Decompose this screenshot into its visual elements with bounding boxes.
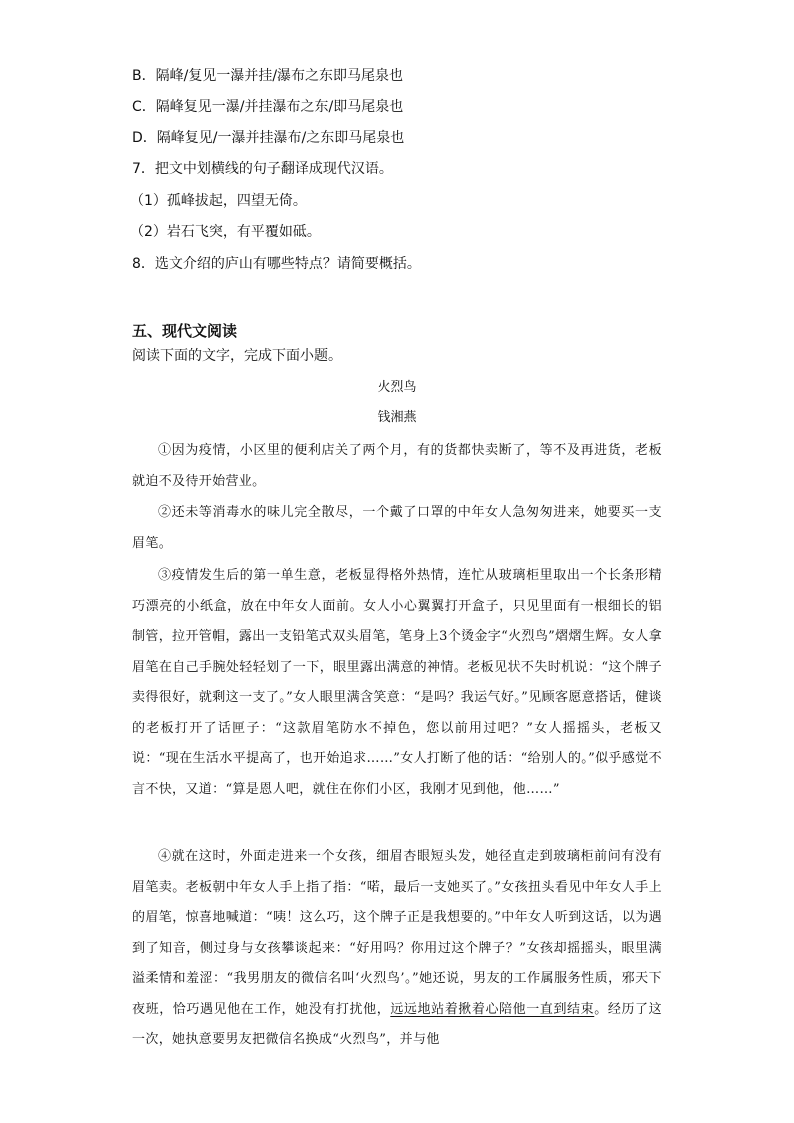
- story-paragraph-3: ③疫情发生后的第一单生意，老板显得格外热情，连忙从玻璃柜里取出一个长条形精巧漂亮的小纸盒，放在中年女人面前。女人小心翼翼打开盒子，只见里面有一根细长的铝制管，拉开管帽，露出一支铅笔式双头眉笔，笔身上3个烫金字“火烈鸟”熠熠生辉。女人拿眉笔在自己手腕处轻轻划了一下，眼里露出满意的神情。老板见状不失时机说：“这个牌子卖得很好，就剩这一支了。”女人眼里满含笑意：“是吗？我运气好。”见顾客愿意搭话，健谈的老板打开了话匣子：“这款眉笔防水不掉色，您以前用过吧？”女人摇摇头，老板又说：“现在生活水平提高了，也开始追求……”女人打断了他的话：“给别人的。”似乎感觉不言不快，又道：“算是恩人吧，就住在你们小区，我刚才见到他，他……”: [132, 568, 662, 797]
- story-paragraph-4-text: ④就在这时，外面走进来一个女孩，细眉杏眼短头发，她径直走到玻璃柜前问有没有眉笔卖。老板朝中年女人手上指了指：“喏，最后一支她买了。”女孩扭头看见中年女人手上的眉笔，惊喜地喊道：“咦！这么巧，这个牌子正是我想要的。”中年女人听到这话，以为遇到了知音，侧过身与女孩攀谈起来：“好用吗？你用过这个牌子？”女孩却摇摇头，眼里满溢柔情和羞涩：“我男朋友的微信名叫‘火烈鸟’。”她还说，男友的工作属服务性质，邪天下夜班，恰巧遇见他在工作，她没有打扰他，: [132, 849, 662, 1017]
- section-heading: 五、现代文阅读: [132, 322, 238, 340]
- story-author: 钱湘燕: [377, 410, 417, 425]
- option-d: D．隔峰复见/一瀑并挂瀑布/之东即马尾泉也: [132, 130, 405, 146]
- option-b: B．隔峰/复见一瀑并挂/瀑布之东即马尾泉也: [132, 68, 404, 84]
- underlined-sentence: 远远地站着揪着心陪他一直到结束: [390, 1001, 595, 1017]
- story-paragraph-4: [132, 842, 662, 1056]
- story-paragraph-2: ②还未等消毒水的味儿完全散尽，一个戴了口罩的中年女人急匆匆进来，她要买一支眉笔。: [132, 505, 662, 551]
- story-paragraph-4-tail: 。经历了这一次，她执意要男友把微信名换成“火烈鸟”，并与他: [132, 1001, 662, 1047]
- question-7-item-2: （2）岩石飞突，有平覆如砥。: [130, 224, 321, 240]
- story-paragraph-1: ①因为疫情，小区里的便利店关了两个月，有的货都快卖断了，等不及再进货，老板就迫不及待开始营业。: [132, 443, 662, 489]
- question-7-prompt: 7．把文中划横线的句子翻译成现代汉语。: [132, 161, 393, 177]
- section-instruction: 阅读下面的文字，完成下面小题。: [132, 348, 342, 364]
- question-7-item-1: （1）孤峰拔起，四望无倚。: [130, 193, 307, 209]
- story-title: 火烈鸟: [377, 380, 417, 395]
- option-c: C．隔峰复见一瀑/并挂瀑布之东/即马尾泉也: [132, 99, 404, 115]
- question-8-prompt: 8．选文介绍的庐山有哪些特点？请简要概括。: [132, 256, 421, 272]
